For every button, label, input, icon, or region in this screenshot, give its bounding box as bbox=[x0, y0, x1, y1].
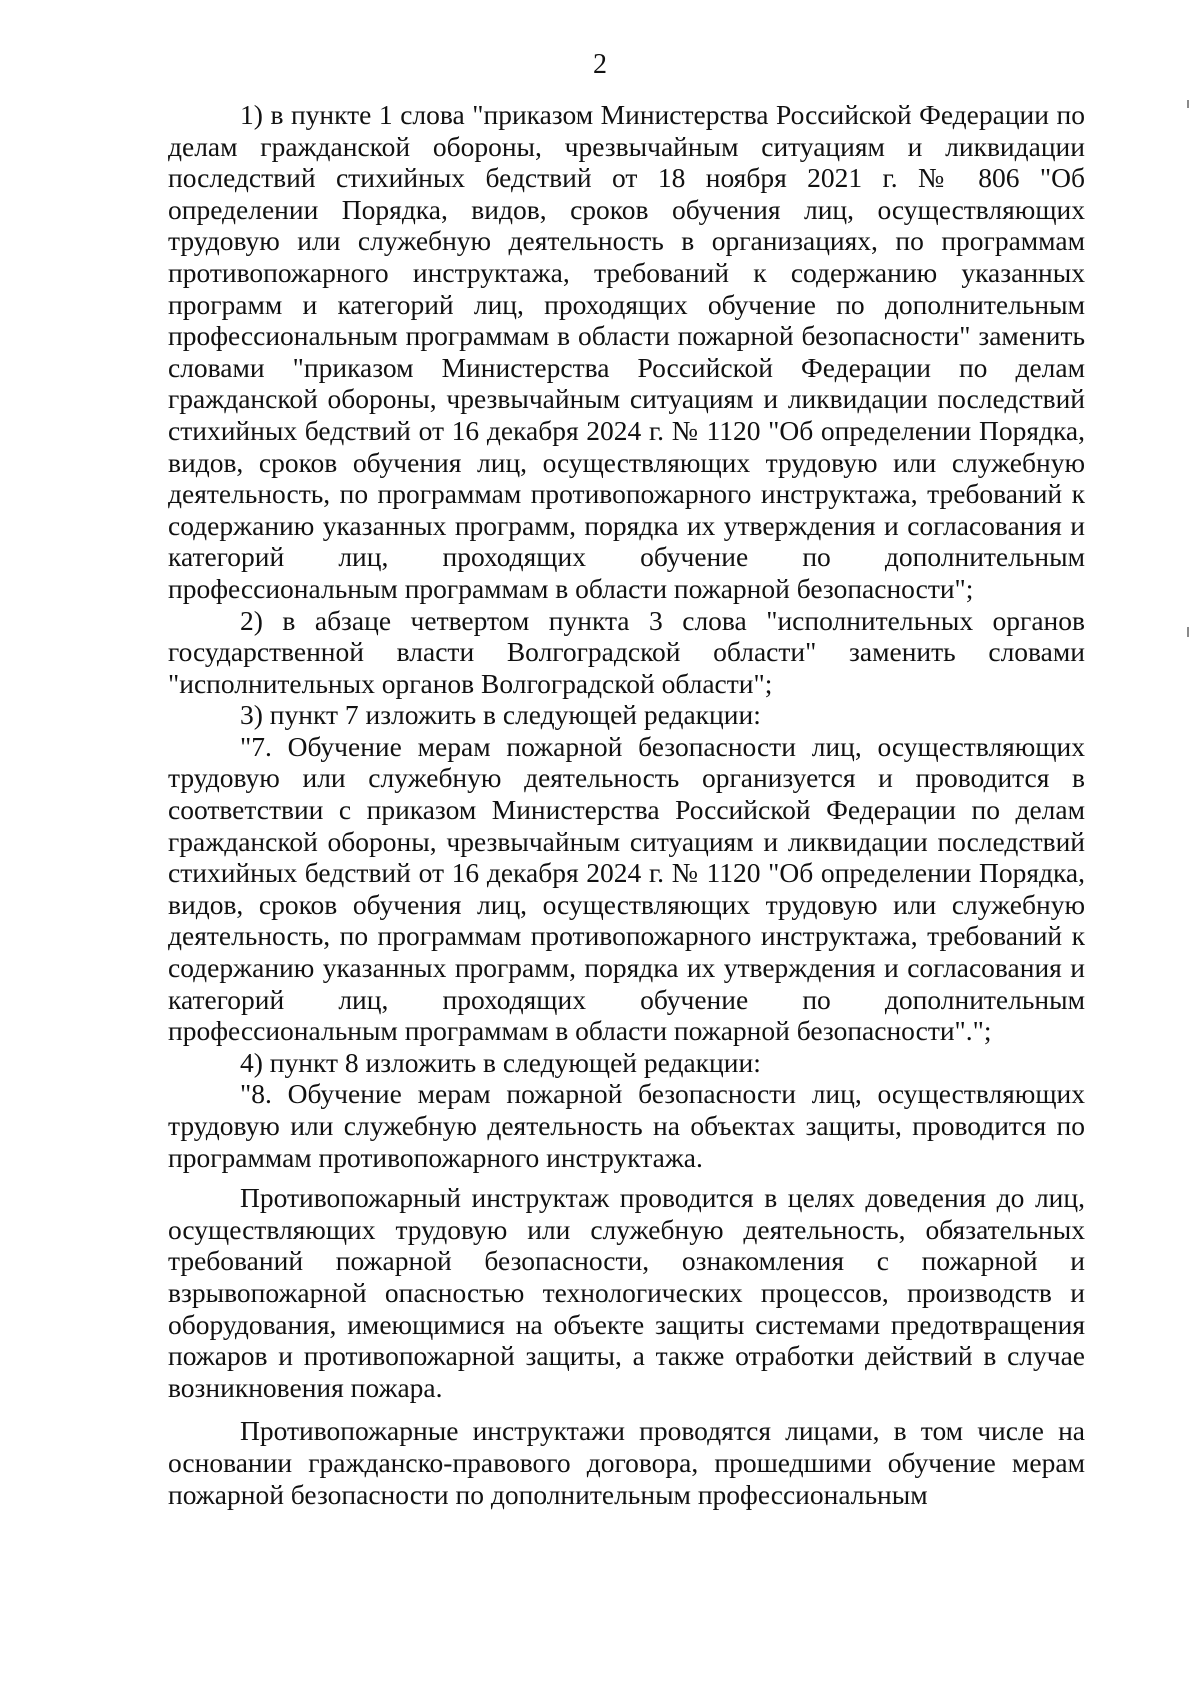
paragraph-instruction-persons: Противопожарные инструктажи проводятся лицами, в том числе на основании гражданско-правового договора, прошедшими обучение мерам пожарной безопасности по дополнительным профессиональным bbox=[168, 1415, 1085, 1510]
page-number: 2 bbox=[593, 49, 607, 80]
document-body bbox=[168, 99, 1085, 1510]
paragraph-item-2: 2) в абзаце четвертом пункта 3 слова "исполнительных органов государственной власти Волгоградской области" заменить словами "исполнительных органов Волгоградской области"; bbox=[168, 604, 1085, 699]
paragraph-item-1: 1) в пункте 1 слова "приказом Министерства Российской Федерации по делам гражданской обороны, чрезвычайным ситуациям и ликвидации последствий стихийных бедствий от 18 ноября 2021 г. № 806 "Об определении Порядка, видов, сроков обучения лиц, осуществляющих трудовую или служебную деятельность в организациях, по программам противопожарного инструктажа, требований к содержанию указанных программ и категорий лиц, проходящих обучение по дополнительным профессиональным программам в области пожарной безопасности" заменить словами "приказом Министерства Российской Федерации по делам гражданской обороны, чрезвычайным ситуациям и ликвидации последствий стихийных бедствий от 16 декабря 2024 г. № 1120 "Об определении Порядка, видов, сроков обучения лиц, осуществляющих трудовую или служебную деятельность, по программам противопожарного инструктажа, требований к содержанию указанных программ, порядка их утверждения и согласования и категорий лиц, проходящих обучение по дополнительным профессиональным программам в области пожарной безопасности"; bbox=[168, 99, 1085, 604]
paragraph-instruction-purpose: Противопожарный инструктаж проводится в целях доведения до лиц, осуществляющих трудовую или служебную деятельность, обязательных требований пожарной безопасности, ознакомления с пожарной и взрывопожарной опасностью технологических процессов, производств и оборудования, имеющимися на объекте защиты системами предотвращения пожаров и противопожарной защиты, а также отработки действий в случае возникновения пожара. bbox=[168, 1182, 1085, 1403]
paragraph-item-4: 4) пункт 8 изложить в следующей редакции: bbox=[240, 1046, 761, 1078]
scan-artifact-mark bbox=[1187, 100, 1189, 108]
paragraph-item-3: 3) пункт 7 изложить в следующей редакции: bbox=[240, 699, 761, 731]
paragraph-item-8-text: "8. Обучение мерам пожарной безопасности лиц, осуществляющих трудовую или служебную деятельность на объектах защиты, проводится по программам противопожарного инструктажа. bbox=[168, 1078, 1085, 1173]
paragraph-item-7-text: "7. Обучение мерам пожарной безопасности лиц, осуществляющих трудовую или служебную деятельность организуется и проводится в соответствии с приказом Министерства Российской Федерации по делам гражданской обороны, чрезвычайным ситуациям и ликвидации последствий стихийных бедствий от 16 декабря 2024 г. № 1120 "Об определении Порядка, видов, сроков обучения лиц, осуществляющих трудовую или служебную деятельность, по программам противопожарного инструктажа, требований к содержанию указанных программ, порядка их утверждения и согласования и категорий лиц, проходящих обучение по дополнительным профессиональным программам в области пожарной безопасности"."; bbox=[168, 730, 1085, 1047]
scan-artifact-mark bbox=[1187, 627, 1189, 637]
